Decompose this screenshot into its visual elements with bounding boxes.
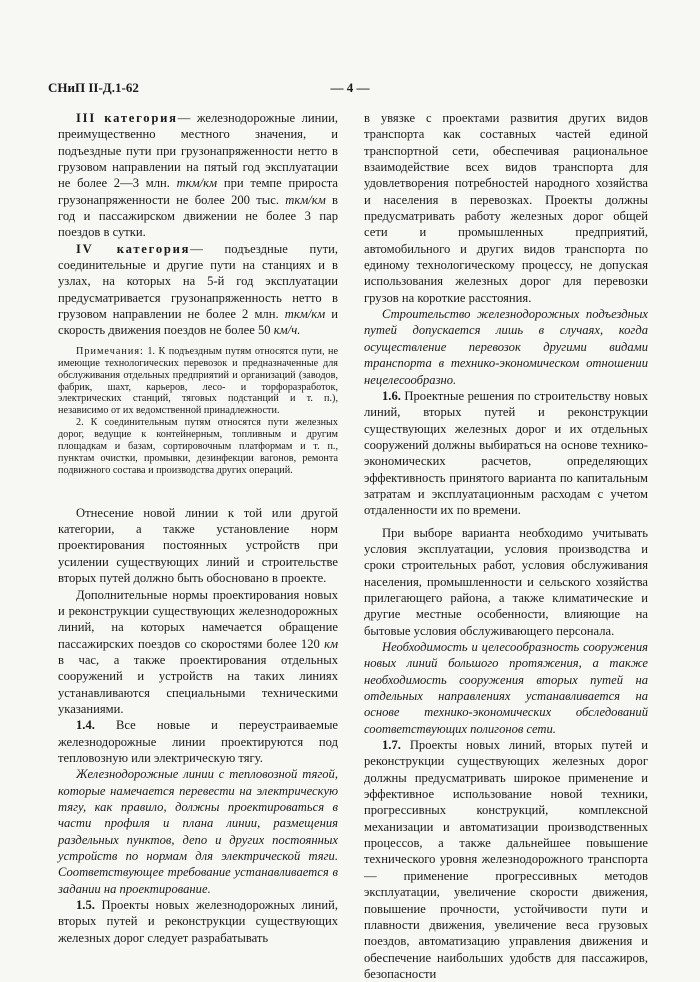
paragraph-necessity: Необходимость и целесообразность сооружения новых линий большого протяжения, а также необходимость сооружения вторых путей на отдельных направлениях устанавливается на основе технико-экономических обследований соответствующих полигонов сети.	[364, 640, 648, 736]
right-column	[364, 110, 648, 982]
note-2: 2. К соединительным путям относятся пути железных дорог, ведущие к контейнерным, топливным и другим площадкам и базам, сортировочным платформам и т. п., пунктам очистки, промывки, дезинфекции вагонов, ремонта подвижного состава и производства других операций.	[58, 417, 338, 476]
page-header	[48, 80, 652, 98]
paragraph-continuation: в увязке с проектами развития других видов транспорта как составных частей единой транспортной сети, обеспечивая рациональное взаимодействие всех видов транспорта для удовлетворения потребностей народного хозяйства и населения в перевозках. Проекты должны предусматривать работу железных дорог общей сети и промышленных предприятий, автомобильного и других видов транспорта по единому технологическому процессу, не допуская использования железных дорог для перевозки грузов на короткие расстояния.	[364, 111, 648, 305]
left-column	[58, 110, 338, 946]
note-1: Примечания: 1. К подъездным путям относятся пути, не имеющие технологических перевозок и предназначенные для обслуживания отдельных предприятий и организаций (заводов, фабрик, шахт, карьеров, лесо- и торфоразработок, электрических станций, тяговых подстанций и т. п.), независимо от их ведомственной принадлежности.	[58, 345, 338, 417]
category-4-label: IV категория	[76, 241, 191, 256]
section-number: 1.5.	[76, 898, 95, 913]
notes-label: Примечания:	[76, 345, 144, 357]
section-1-6: 1.6. Проектные решения по строительству новых линий, вторых путей и реконструкции существующих железных дорог и их отдельных сооружений должны выбираться на основе технико-экономических расчетов, определяющих эффективность принятого варианта по капитальным затратам и эксплуатационным расходам с учетом отдаленности их по времени.	[364, 388, 648, 518]
paragraph-additional-norms: Дополнительные нормы проектирования новых и реконструкции существующих железнодорожных линий, на которых намечается обращение пассажирских поездов со скоростями более 120 км в час, а также проектирования отдельных сооружений и устройств на таких линиях устанавливаются специальными техническими указаниями.	[58, 587, 338, 716]
spacer	[58, 477, 338, 505]
page-number: — 4 —	[330, 80, 370, 95]
standard-code: СНиП II-Д.1-62	[48, 80, 139, 95]
category-3-paragraph: III категория— железнодорожные линии, преимущественно местного значения, и подъездные пути при грузонапряженности нетто в грузовом направлении на пятый год эксплуатации не более 2—3 млн. ткм/км при темпе прироста грузонапряженности не более 200 тыс. ткм/км в год и пассажирском движении не более 3 пар поездов в сутки.	[58, 111, 339, 240]
section-1-7: 1.7. Проекты новых линий, вторых путей и реконструкции существующих железных дорог должны предусматривать широкое применение и эффективное использование новой техники, прогрессивных конструкций, комплексной механизации и автоматизации производственных процессов, а также дальнейшее повышение технического уровня железнодорожного транспорта — применение прогрессивных методов эксплуатации, увеличение скорости движения, повышение прочности, устойчивости пути и плавности движения, увеличение веса грузовых поездов, автоматизацию управления движения и обеспечение наибольших удобств для пассажиров, безопасности	[364, 738, 648, 981]
category-4-paragraph: IV категория— подъездные пути, соединительные и другие пути на станциях и в узлах, на которых на 5-й год эксплуатации предусматривается грузонапряженность нетто в грузовом направлении не более 2 млн. ткм/км и скорость движения поездов не более 50 км/ч.	[58, 241, 339, 338]
section-number: 1.7.	[382, 738, 401, 753]
paragraph-diesel-traction: Железнодорожные линии с тепловозной тягой, которые намечается перевести на электрическую тягу, как правило, должны проектироваться в части профиля и плана линии, размещения раздельных пунктов, депо и других постоянных устройств по нормам для электрической тяги. Соответствующее требование устанавливается в задании на проектирование.	[58, 767, 338, 896]
section-number: 1.4.	[76, 718, 95, 733]
paragraph-categorization: Отнесение новой линии к той или другой категории, а также установление норм проектирования постоянных устройств при усилении существующих линий и строительстве вторых путей должно быть обосновано в проекте.	[58, 505, 338, 586]
category-3-label: III категория	[76, 111, 178, 125]
section-number: 1.6.	[382, 388, 401, 403]
paragraph-spur-lines: Строительство железнодорожных подъездных путей допускается лишь в случаях, когда осуществление перевозок другими видами транспорта в технико-экономическом отношении нецелесообразно.	[364, 307, 648, 387]
section-1-5: 1.5. Проекты новых железнодорожных линий, вторых путей и реконструкции существующих железных дорог следует разрабатывать	[58, 898, 338, 945]
section-1-4: 1.4. Все новые и переустраиваемые железнодорожные линии проектируются под тепловозную или электрическую тягу.	[58, 718, 338, 765]
paragraph-variant-choice: При выборе варианта необходимо учитывать условия эксплуатации, условия производства и сроки строительных работ, условия обслуживания населения, промышленности и сельского хозяйства прилегающего района, а также климатические и другие местные особенности, влияющие на бытовые условия обслуживающего персонала.	[364, 525, 648, 638]
